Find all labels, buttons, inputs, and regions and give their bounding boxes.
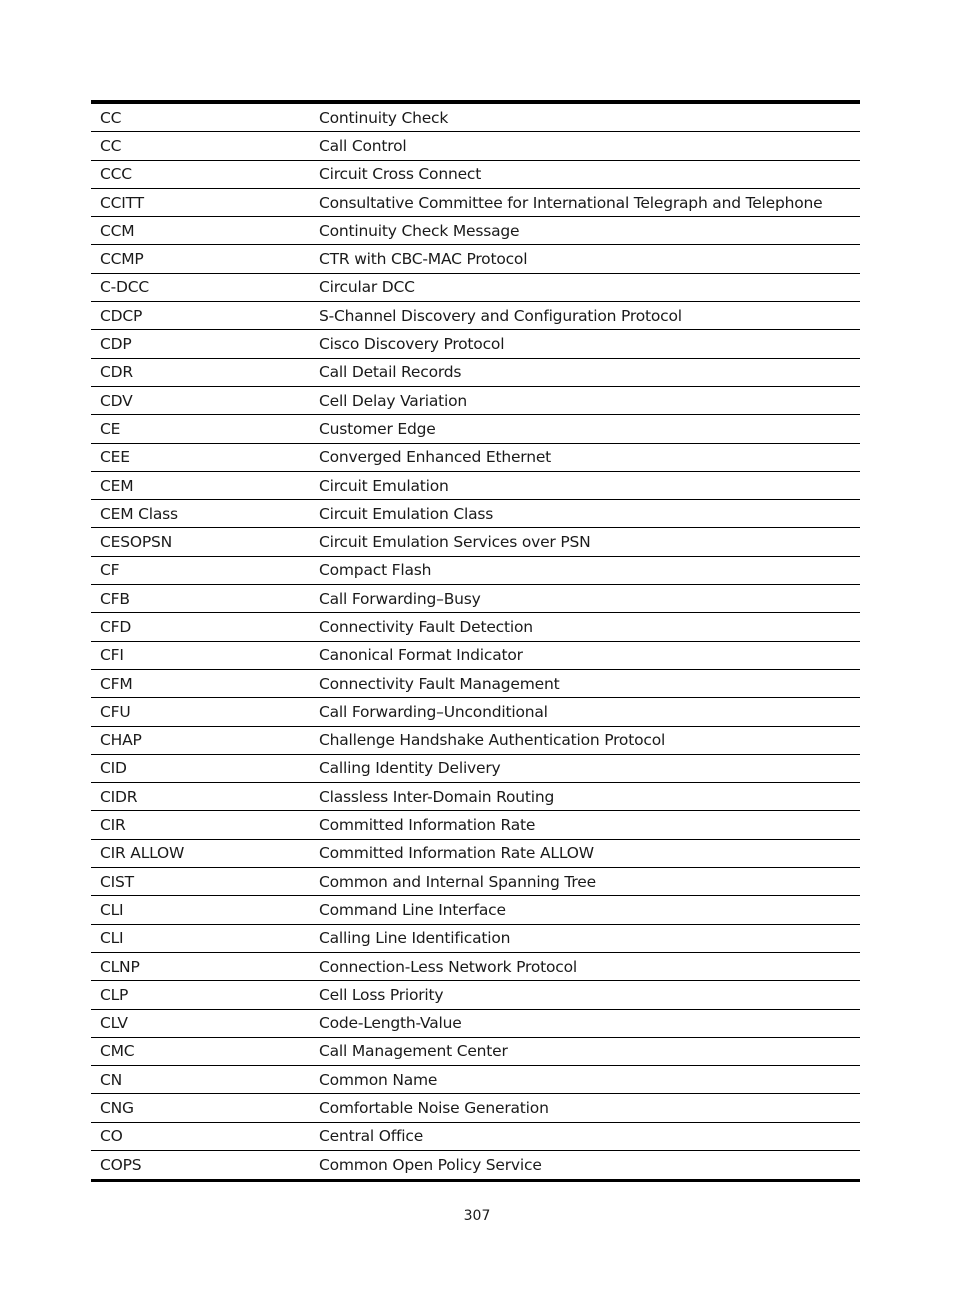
definition-cell: Command Line Interface [319, 900, 506, 919]
abbreviation-cell: CFD [100, 617, 132, 636]
abbreviation-cell: CN [100, 1070, 123, 1089]
abbreviation-cell: CIST [100, 872, 134, 891]
definition-cell: Consultative Committee for International Telegraph and Telephone [319, 193, 823, 212]
definition-cell: Circuit Emulation Class [319, 504, 494, 523]
definition-cell: Connectivity Fault Management [319, 674, 560, 693]
definition-cell: Common Open Policy Service [319, 1156, 542, 1175]
abbreviation-cell: CO [100, 1127, 123, 1146]
table-row [91, 104, 860, 132]
definition-cell: S-Channel Discovery and Configuration Protocol [319, 306, 682, 325]
abbreviation-cell: CHAP [100, 731, 142, 750]
definition-cell: CTR with CBC-MAC Protocol [319, 250, 528, 269]
definition-cell: Cell Loss Priority [319, 985, 444, 1004]
abbreviation-cell: CCMP [100, 250, 144, 269]
table-row [91, 1010, 860, 1038]
abbreviation-cell: CEM [100, 476, 134, 495]
abbreviation-cell: CC [100, 108, 122, 127]
table-row [91, 642, 860, 670]
abbreviation-cell: CID [100, 759, 127, 778]
definition-cell: Compact Flash [319, 561, 432, 580]
table-row [91, 783, 860, 811]
abbreviation-cell: CDP [100, 335, 132, 354]
table-row [91, 1066, 860, 1094]
definition-cell: Call Control [319, 136, 407, 155]
abbreviation-cell: CCM [100, 221, 135, 240]
table-row [91, 613, 860, 641]
definition-cell: Customer Edge [319, 419, 436, 438]
abbreviation-cell: CDCP [100, 306, 143, 325]
abbreviation-cell: COPS [100, 1156, 142, 1175]
table-row [91, 330, 860, 358]
table-row [91, 528, 860, 556]
table-row [91, 245, 860, 273]
abbreviation-cell: CLNP [100, 957, 140, 976]
definition-cell: Call Detail Records [319, 363, 462, 382]
table-row [91, 132, 860, 160]
definition-cell: Comfortable Noise Generation [319, 1099, 549, 1118]
abbreviation-cell: CEE [100, 448, 130, 467]
table-row [91, 1094, 860, 1122]
abbreviation-cell: CFU [100, 702, 131, 721]
definition-cell: Central Office [319, 1127, 424, 1146]
table-row [91, 1038, 860, 1066]
definition-cell: Classless Inter-Domain Routing [319, 787, 555, 806]
definition-cell: Continuity Check Message [319, 221, 520, 240]
definition-cell: Common Name [319, 1070, 438, 1089]
definition-cell: Circuit Emulation Services over PSN [319, 533, 591, 552]
table-row [91, 274, 860, 302]
table-row [91, 698, 860, 726]
definition-cell: Challenge Handshake Authentication Protocol [319, 731, 666, 750]
table-row [91, 500, 860, 528]
abbreviation-cell: CF [100, 561, 120, 580]
abbreviation-cell: CESOPSN [100, 533, 173, 552]
abbreviation-cell: CLI [100, 929, 124, 948]
table-row [91, 415, 860, 443]
definition-cell: Connection-Less Network Protocol [319, 957, 577, 976]
table-row [91, 670, 860, 698]
definition-cell: Circuit Cross Connect [319, 165, 482, 184]
table-row [91, 557, 860, 585]
abbreviation-cell: C-DCC [100, 278, 149, 297]
table-row [91, 925, 860, 953]
definition-cell: Committed Information Rate [319, 816, 536, 835]
table-row [91, 161, 860, 189]
table-row [91, 811, 860, 839]
abbreviation-cell: CFM [100, 674, 133, 693]
definition-cell: Call Forwarding–Unconditional [319, 702, 548, 721]
abbreviation-cell: CDR [100, 363, 133, 382]
definition-cell: Call Forwarding–Busy [319, 589, 481, 608]
page-number: 307 [463, 1208, 491, 1224]
abbreviation-cell: CLV [100, 1014, 128, 1033]
abbreviation-cell: CCITT [100, 193, 144, 212]
table-row [91, 472, 860, 500]
definition-cell: Call Management Center [319, 1042, 508, 1061]
table-row [91, 840, 860, 868]
abbreviation-table [91, 100, 860, 1182]
table-row [91, 896, 860, 924]
table-row [91, 302, 860, 330]
table-row [91, 953, 860, 981]
abbreviation-cell: CCC [100, 165, 132, 184]
table-row [91, 359, 860, 387]
abbreviation-cell: CEM Class [100, 504, 178, 523]
abbreviation-cell: CIR [100, 816, 126, 835]
abbreviation-cell: CLI [100, 900, 124, 919]
definition-cell: Calling Line Identification [319, 929, 511, 948]
table-row [91, 189, 860, 217]
abbreviation-cell: CDV [100, 391, 133, 410]
abbreviation-cell: CIDR [100, 787, 138, 806]
table-row [91, 755, 860, 783]
table-row [91, 727, 860, 755]
abbreviation-cell: CFB [100, 589, 130, 608]
table-row [91, 217, 860, 245]
definition-cell: Committed Information Rate ALLOW [319, 844, 594, 863]
abbreviation-cell: CE [100, 419, 121, 438]
definition-cell: Circuit Emulation [319, 476, 449, 495]
definition-cell: Continuity Check [319, 108, 449, 127]
definition-cell: Code-Length-Value [319, 1014, 462, 1033]
definition-cell: Calling Identity Delivery [319, 759, 501, 778]
definition-cell: Circular DCC [319, 278, 415, 297]
definition-cell: Canonical Format Indicator [319, 646, 523, 665]
definition-cell: Cell Delay Variation [319, 391, 468, 410]
definition-cell: Connectivity Fault Detection [319, 617, 533, 636]
table-row [91, 444, 860, 472]
abbreviation-cell: CNG [100, 1099, 134, 1118]
abbreviation-cell: CFI [100, 646, 124, 665]
table-row [91, 981, 860, 1009]
abbreviation-cell: CLP [100, 985, 129, 1004]
table-row [91, 1123, 860, 1151]
table-row [91, 1151, 860, 1179]
abbreviation-cell: CMC [100, 1042, 135, 1061]
definition-cell: Cisco Discovery Protocol [319, 335, 505, 354]
table-row [91, 387, 860, 415]
table-row [91, 585, 860, 613]
abbreviation-cell: CIR ALLOW [100, 844, 185, 863]
definition-cell: Common and Internal Spanning Tree [319, 872, 596, 891]
abbreviation-cell: CC [100, 136, 122, 155]
definition-cell: Converged Enhanced Ethernet [319, 448, 552, 467]
table-row [91, 868, 860, 896]
